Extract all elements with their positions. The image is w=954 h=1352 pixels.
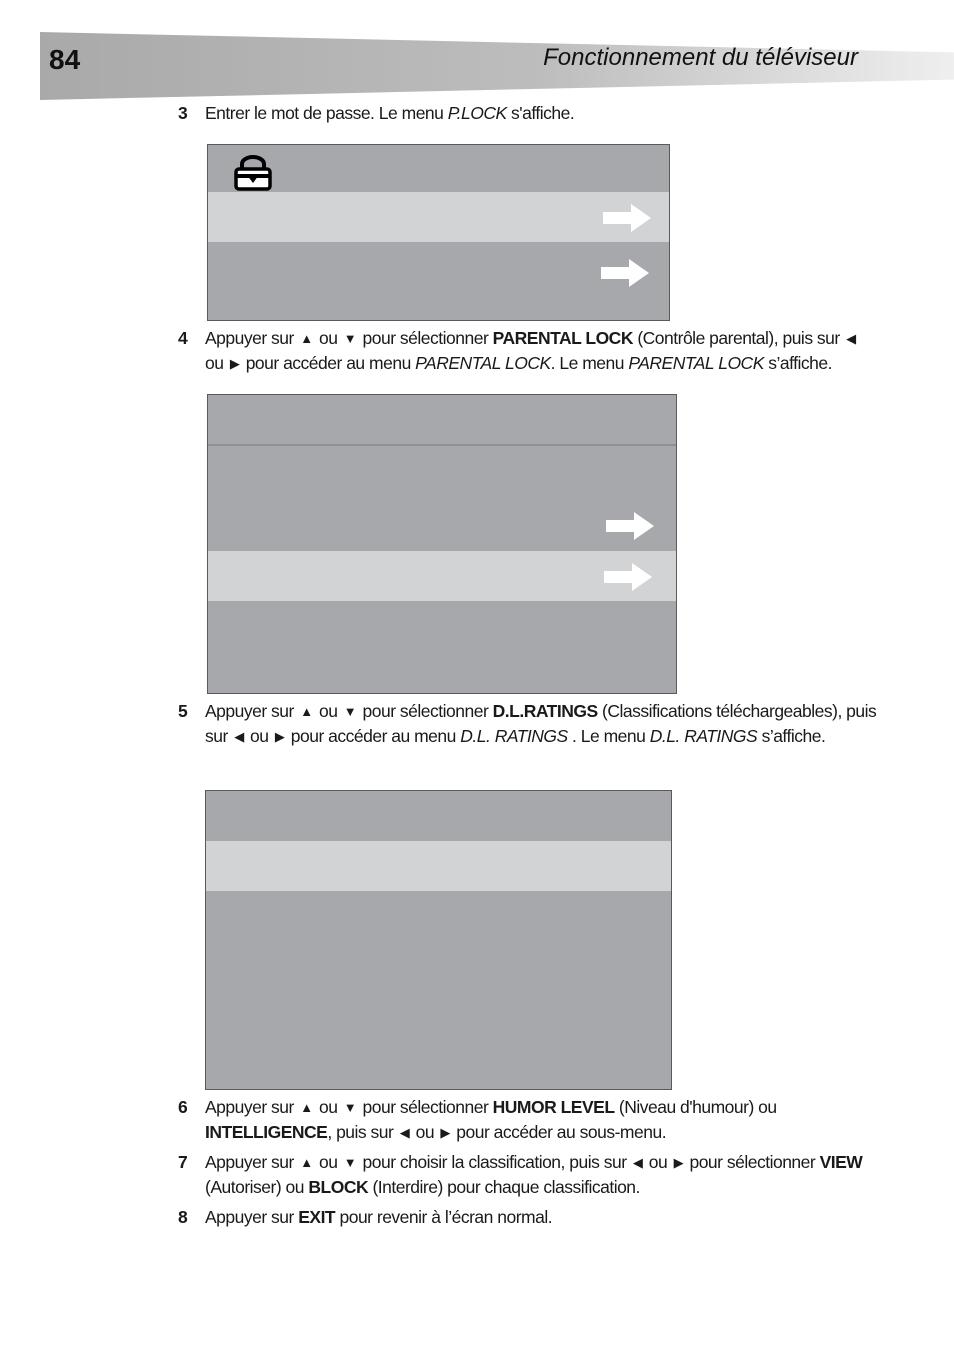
menu-title-row — [208, 395, 676, 444]
bold-term: PARENTAL LOCK — [492, 328, 633, 348]
step-4 — [178, 326, 878, 376]
text-run: pour sélectionner — [358, 701, 493, 721]
text-run: pour choisir la classification, puis sur — [358, 1152, 631, 1172]
step-number: 4 — [178, 328, 188, 348]
text-run: (Niveau d'humour) ou — [614, 1097, 777, 1117]
step-text — [205, 1205, 878, 1230]
menu-row-2[interactable] — [208, 242, 669, 320]
text-run: ou — [644, 1152, 672, 1172]
step-text — [205, 1150, 878, 1200]
text-run: s'affiche. — [506, 103, 575, 123]
right-arrow-icon: ▶ — [673, 1155, 684, 1170]
right-arrow-icon: ▶ — [274, 729, 285, 744]
text-run: , puis sur — [327, 1122, 398, 1142]
up-arrow-icon: ▲ — [300, 1100, 313, 1115]
text-run: pour accéder au menu — [241, 353, 416, 373]
text-run: ou — [245, 726, 273, 746]
menu-name: D.L. RATINGS — [460, 726, 568, 746]
left-arrow-icon: ◀ — [234, 729, 244, 744]
up-arrow-icon: ▲ — [300, 704, 313, 719]
arrow-right-icon — [602, 561, 654, 593]
down-arrow-icon: ▼ — [343, 1100, 357, 1115]
text-run: Appuyer sur — [205, 1152, 299, 1172]
menu-row-2[interactable] — [208, 551, 676, 601]
menu-row-1[interactable] — [206, 841, 671, 891]
menu-row-3[interactable] — [208, 601, 676, 693]
step-8 — [178, 1205, 878, 1230]
menu-row-1[interactable] — [208, 446, 676, 551]
down-arrow-icon: ▼ — [343, 1155, 357, 1170]
up-arrow-icon: ▲ — [300, 331, 313, 346]
bold-term: HUMOR LEVEL — [492, 1097, 615, 1117]
chapter-title: Fonctionnement du téléviseur — [543, 44, 858, 71]
text-run: s’affiche. — [763, 353, 832, 373]
text-run: pour sélectionner — [685, 1152, 820, 1172]
step-text — [205, 1095, 878, 1145]
right-arrow-icon: ▶ — [440, 1125, 450, 1140]
text-run: pour sélectionner — [358, 1097, 493, 1117]
arrow-right-icon — [604, 510, 656, 542]
text-run: (Autoriser) ou — [205, 1177, 309, 1197]
text-run: (Classifications téléchargeables), puis sur — [205, 701, 877, 746]
step-number: 8 — [178, 1207, 188, 1227]
down-arrow-icon: ▼ — [343, 704, 357, 719]
step-number: 3 — [178, 103, 188, 123]
text-run: ou — [205, 353, 228, 373]
arrow-right-icon — [599, 257, 651, 289]
text-run: (Contrôle parental), puis sur — [632, 328, 845, 348]
page-number: 84 — [49, 44, 81, 75]
plock-menu-screen — [207, 144, 670, 321]
padlock-icon — [233, 155, 273, 191]
bold-term: BLOCK — [308, 1177, 369, 1197]
step-5 — [178, 699, 878, 749]
bold-term: VIEW — [819, 1152, 863, 1172]
text-run: Appuyer sur — [205, 1097, 299, 1117]
step-6 — [178, 1095, 878, 1145]
arrow-right-icon — [601, 202, 653, 234]
menu-name: D.L. RATINGS — [649, 726, 758, 746]
menu-name: PARENTAL LOCK — [628, 353, 764, 373]
step-number: 6 — [178, 1097, 188, 1117]
right-arrow-icon: ▶ — [229, 356, 240, 371]
step-text — [205, 699, 878, 749]
text-run: Entrer le mot de passe. Le menu — [205, 103, 448, 123]
text-run: s’affiche. — [757, 726, 826, 746]
menu-title-row — [208, 145, 669, 192]
text-run: ou — [411, 1122, 439, 1142]
dl-ratings-menu-screen — [205, 790, 672, 1090]
step-number: 5 — [178, 701, 188, 721]
text-run: ou — [314, 701, 342, 721]
step-number: 7 — [178, 1152, 188, 1172]
menu-name: PARENTAL LOCK — [415, 353, 551, 373]
text-run: . Le menu — [567, 726, 650, 746]
text-run: ou — [314, 1097, 342, 1117]
text-run: pour accéder au menu — [286, 726, 461, 746]
text-run: ou — [314, 1152, 342, 1172]
bold-term: D.L.RATINGS — [492, 701, 598, 721]
menu-name: P.LOCK — [447, 103, 507, 123]
step-7 — [178, 1150, 878, 1200]
parental-lock-menu-screen — [207, 394, 677, 694]
text-run: pour accéder au sous-menu. — [451, 1122, 667, 1142]
text-run: Appuyer sur — [205, 701, 299, 721]
bold-term: EXIT — [298, 1207, 336, 1227]
menu-row-1[interactable] — [208, 192, 669, 242]
text-run: pour sélectionner — [358, 328, 493, 348]
step-text — [205, 326, 878, 376]
down-arrow-icon: ▼ — [343, 331, 357, 346]
left-arrow-icon: ◀ — [632, 1155, 643, 1170]
left-arrow-icon: ◀ — [846, 331, 856, 346]
bold-term: INTELLIGENCE — [205, 1122, 328, 1142]
step-text — [205, 101, 878, 126]
up-arrow-icon: ▲ — [300, 1155, 313, 1170]
menu-row-2[interactable] — [206, 891, 671, 1089]
text-run: ou — [314, 328, 342, 348]
text-run: (Interdire) pour chaque classification. — [368, 1177, 640, 1197]
menu-title-row — [206, 791, 671, 841]
text-run: pour revenir à l’écran normal. — [335, 1207, 553, 1227]
text-run: Appuyer sur — [205, 328, 299, 348]
left-arrow-icon: ◀ — [399, 1125, 410, 1140]
text-run: Appuyer sur — [205, 1207, 299, 1227]
text-run: . Le menu — [550, 353, 629, 373]
step-3 — [178, 101, 878, 126]
